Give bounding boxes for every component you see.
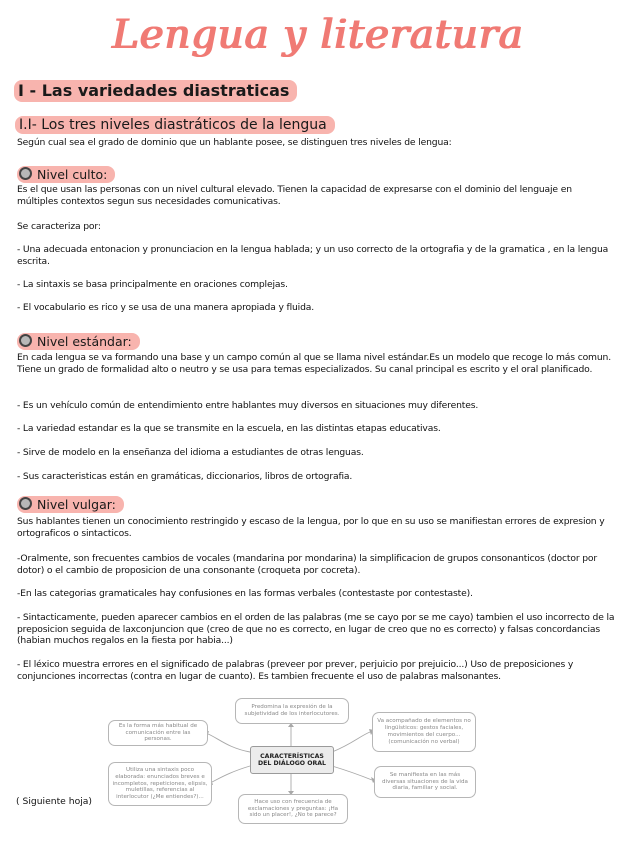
culto-paragraph: - Una adecuada entonacion y pronunciacion en la lengua hablada; y un uso correcto de la ortografia y de la gramatica , en la lengua escrita. bbox=[17, 244, 609, 267]
connector-right-bottom bbox=[332, 766, 372, 780]
nivel-estandar-heading bbox=[17, 333, 140, 350]
nivel-estandar-heading-label: Nivel estándar: bbox=[37, 334, 132, 349]
bullet-icon bbox=[19, 334, 32, 347]
vulgar-paragraph: - El léxico muestra errores en el significado de palabras (preveer por prever, perjuicio por prejuicio...) Uso de preposiciones y conjunciones incorrectas (contra en lugar de cuanto). Es tambien frecuente el uso de palabras malsonantes. bbox=[17, 659, 574, 682]
nivel-culto-heading-label: Nivel culto: bbox=[37, 167, 108, 182]
connector-left-bottom bbox=[212, 766, 250, 782]
diagram-box-left-bottom: Utiliza una sintaxis poco elaborada: enunciados breves e incompletos, repeticiones, elipsis, muletillas, referencias al interlocutor (¿Me entiendes?)... bbox=[108, 762, 212, 806]
nivel-vulgar-heading-label: Nivel vulgar: bbox=[37, 497, 116, 512]
diagram-box-left-top: Es la forma más habitual de comunicación entre las personas. bbox=[108, 720, 208, 746]
culto-paragraph: Es el que usan las personas con un nivel cultural elevado. Tienen la capacidad de expresarse con el dominio del lenguaje en múltiples contextos segun sus necesidades comunicativas. bbox=[17, 184, 572, 207]
estandar-paragraph: - La variedad estandar es la que se transmite en la escuela, en las distintas etapas educativas. bbox=[17, 423, 441, 434]
culto-paragraph: Se caracteriza por: bbox=[17, 221, 101, 232]
connector-right-top bbox=[332, 732, 370, 752]
subsection-heading: I.I- Los tres niveles diastráticos de la lengua bbox=[15, 116, 335, 134]
intro-text: Según cual sea el grado de dominio que un hablante posee, se distinguen tres niveles de lengua: bbox=[17, 137, 452, 148]
estandar-paragraph: En cada lengua se va formando una base y un campo común al que se llama nivel estándar.Es un modelo que recoge lo más comun. Tiene un grado de formalidad alto o neutro y se usa para temas especializados. Su canal principal es escrito y el oral planificado. bbox=[17, 352, 611, 375]
estandar-paragraph: - Sirve de modelo en la enseñanza del idioma a estudiantes de otras lenguas. bbox=[17, 447, 364, 458]
diagram-box-top: Predomina la expresión de la subjetividad de los interlocutores. bbox=[235, 698, 349, 724]
diagram-center-box bbox=[250, 746, 334, 774]
estandar-paragraph: - Es un vehículo común de entendimiento entre hablantes muy diversos en situaciones muy diferentes. bbox=[17, 400, 479, 411]
culto-paragraph: - La sintaxis se basa principalmente en oraciones complejas. bbox=[17, 279, 288, 290]
vulgar-paragraph: -Oralmente, son frecuentes cambios de vocales (mandarina por mondarina) la simplificacion de grupos consonanticos (doctor por dotor) o el cambio de proposicion de una consonante (croqueta por cocreta). bbox=[17, 553, 598, 576]
diagram-box-bottom: Hace uso con frecuencia de exclamaciones y preguntas: ¡Ha sido un placer!, ¿No te parece? bbox=[238, 794, 348, 824]
section-heading: I - Las variedades diastraticas bbox=[14, 80, 297, 102]
vulgar-paragraph: - Sintacticamente, pueden aparecer cambios en el orden de las palabras (me se cayo por se me cayo) tambien el uso incorrecto de la preposicion seguida de laxconjuncion que (creo de que no es correcto, en lugar de creo que no es correcto) y falsas concordancias (habian muchos regalos en la fiesta por habia...) bbox=[17, 612, 615, 646]
estandar-paragraph: - Sus caracteristicas están en gramáticas, diccionarios, libros de ortografia. bbox=[17, 471, 353, 482]
vulgar-paragraph: -En las categorias gramaticales hay confusiones en las formas verbales (contestaste por contestaste). bbox=[17, 588, 473, 599]
diagram-box-right-bottom: Se manifiesta en las más diversas situaciones de la vida diaria, familiar y social. bbox=[374, 766, 476, 798]
vulgar-paragraph: Sus hablantes tienen un conocimiento restringido y escaso de la lengua, por lo que en su uso se manifiestan errores de expresion y ortograficos o sintacticos. bbox=[17, 516, 605, 539]
diagram-center-line2: DEL DIÁLOGO ORAL bbox=[258, 760, 326, 767]
dialogo-oral-diagram bbox=[108, 696, 478, 828]
nivel-culto-heading bbox=[17, 166, 115, 183]
page-title: Lengua y literatura bbox=[112, 12, 524, 58]
bullet-icon bbox=[19, 497, 32, 510]
footnote: ( Siguiente hoja) bbox=[16, 796, 92, 807]
bullet-icon bbox=[19, 167, 32, 180]
connector-left-top bbox=[208, 734, 250, 752]
diagram-box-right-top: Va acompañado de elementos no lingüísticos: gestos faciales, movimientos del cuerpo... (comunicación no verbal) bbox=[372, 712, 476, 752]
diagram-center-line1: CARACTERÍSTICAS bbox=[260, 752, 324, 760]
culto-paragraph: - El vocabulario es rico y se usa de una manera apropiada y fluida. bbox=[17, 302, 315, 313]
nivel-vulgar-heading bbox=[17, 496, 124, 513]
